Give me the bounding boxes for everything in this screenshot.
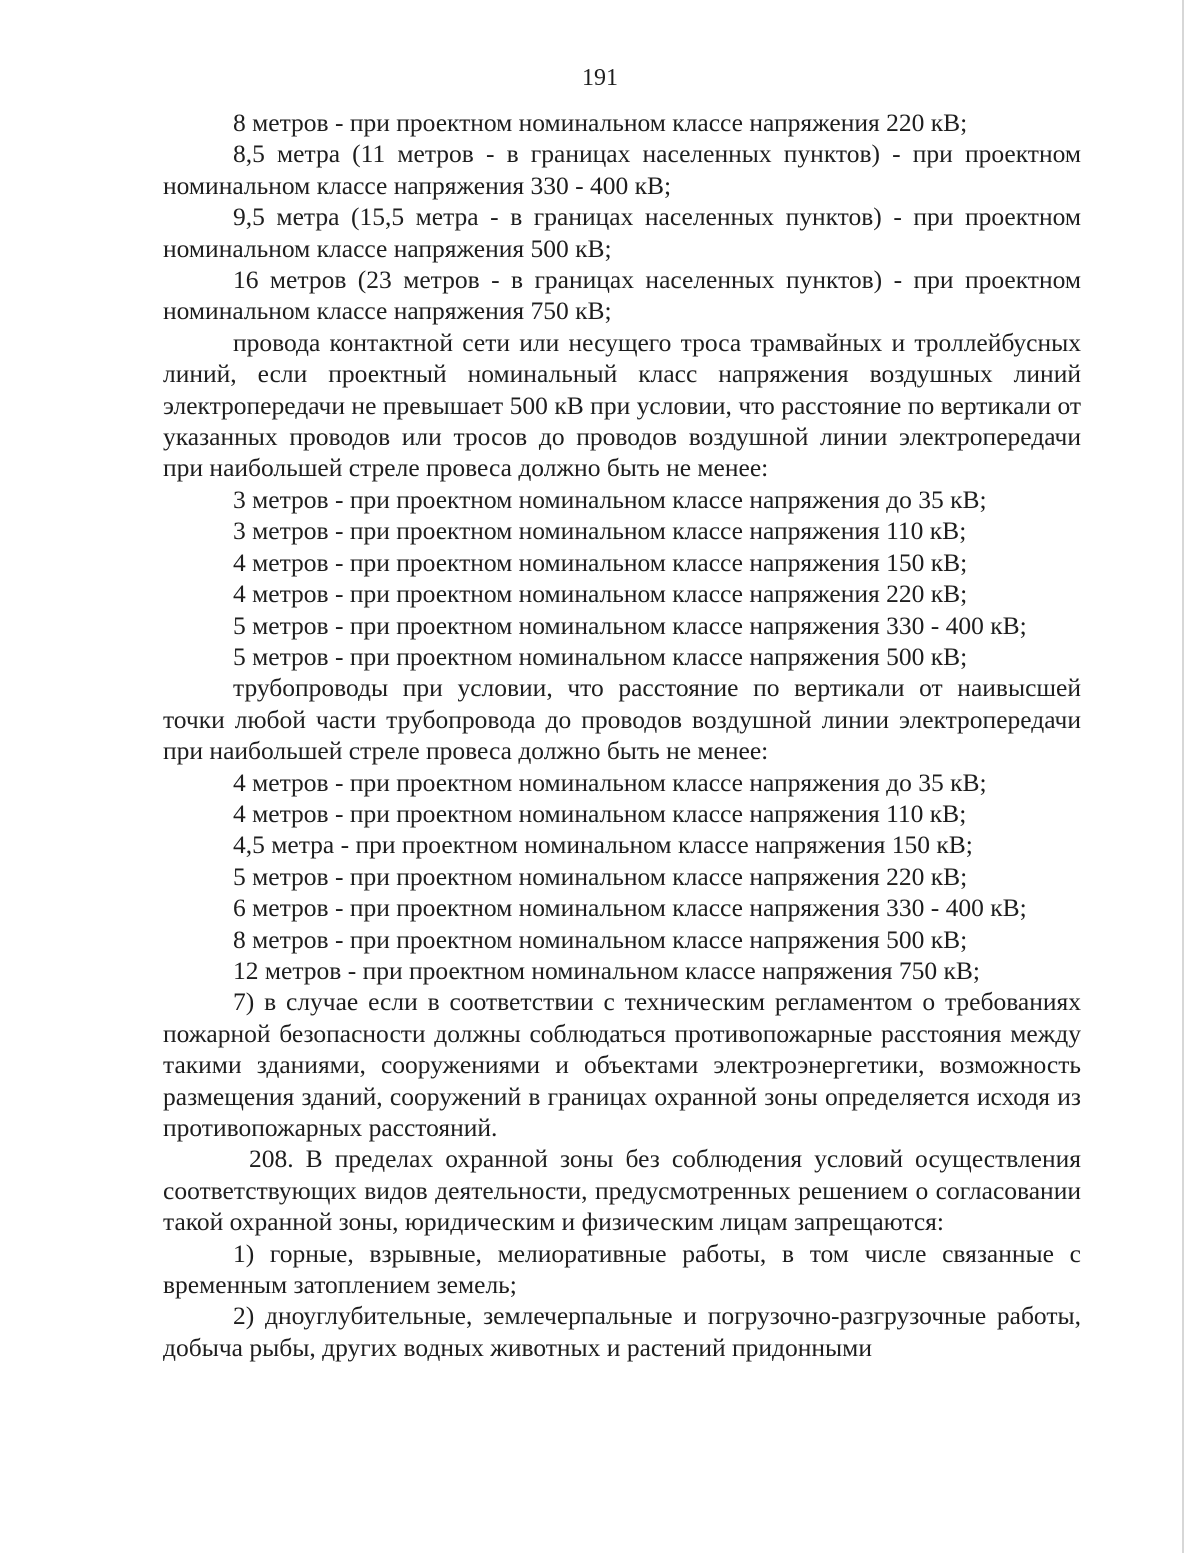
paragraph: 16 метров (23 метров - в границах населенных пунктов) - при проектном номинальном классе напряжения 750 кВ; bbox=[163, 265, 1081, 326]
paragraph: провода контактной сети или несущего троса трамвайных и троллейбусных линий, если проектный номинальный класс напряжения воздушных линий электропередачи не превышает 500 кВ при условии, что расстояние по вертикали от указанных проводов или тросов до проводов воздушной линии электропередачи при наибольшей стреле провеса должно быть не менее: bbox=[163, 327, 1081, 483]
document-body bbox=[163, 107, 1081, 1363]
paragraph: 5 метров - при проектном номинальном классе напряжения 500 кВ; bbox=[233, 641, 968, 671]
paragraph: 8 метров - при проектном номинальном классе напряжения 500 кВ; bbox=[233, 924, 968, 954]
paragraph: 2) дноуглубительные, землечерпальные и погрузочно-разгрузочные работы, добыча рыбы, других водных животных и растений придонными bbox=[163, 1301, 1081, 1362]
paragraph: трубопроводы при условии, что расстояние по вертикали от наивысшей точки любой части трубопровода до проводов воздушной линии электропередачи при наибольшей стреле провеса должно быть не менее: bbox=[163, 673, 1081, 766]
page-number: 191 bbox=[582, 65, 618, 91]
paragraph: 8 метров - при проектном номинальном классе напряжения 220 кВ; bbox=[233, 108, 968, 137]
paragraph: 6 метров - при проектном номинальном классе напряжения 330 - 400 кВ; bbox=[233, 893, 1027, 923]
section-paragraph: 208. В пределах охранной зоны без соблюдения условий осуществления соответствующих видов деятельности, предусмотренных решением о согласовании такой охранной зоны, юридическим и физическим лицам запрещаются: bbox=[163, 1144, 1081, 1237]
paragraph: 5 метров - при проектном номинальном классе напряжения 330 - 400 кВ; bbox=[233, 610, 1027, 640]
paragraph: 9,5 метра (15,5 метра - в границах населенных пунктов) - при проектном номинальном классе напряжения 500 кВ; bbox=[163, 202, 1081, 263]
paragraph: 7) в случае если в соответствии с техническим регламентом о требованиях пожарной безопасности должны соблюдаться противопожарные расстояния между такими зданиями, сооружениями и объектами электроэнергетики, возможность размещения зданий, сооружений в границах охранной зоны определяется исходя из противопожарных расстояний. bbox=[163, 987, 1081, 1142]
paragraph: 12 метров - при проектном номинальном классе напряжения 750 кВ; bbox=[233, 955, 980, 985]
paragraph: 3 метров - при проектном номинальном классе напряжения 110 кВ; bbox=[233, 516, 967, 546]
paragraph: 3 метров - при проектном номинальном классе напряжения до 35 кВ; bbox=[233, 484, 987, 514]
paragraph: 5 метров - при проектном номинальном классе напряжения 220 кВ; bbox=[233, 861, 968, 891]
paragraph: 4 метров - при проектном номинальном классе напряжения 110 кВ; bbox=[233, 798, 967, 828]
paragraph: 4 метров - при проектном номинальном классе напряжения до 35 кВ; bbox=[233, 767, 987, 797]
paragraph: 4 метров - при проектном номинальном классе напряжения 150 кВ; bbox=[233, 547, 968, 577]
paragraph: 4,5 метра - при проектном номинальном классе напряжения 150 кВ; bbox=[233, 830, 973, 860]
scan-edge-line bbox=[1182, 0, 1184, 1553]
paragraph: 4 метров - при проектном номинальном классе напряжения 220 кВ; bbox=[233, 579, 968, 609]
paragraph: 8,5 метра (11 метров - в границах населенных пунктов) - при проектном номинальном классе напряжения 330 - 400 кВ; bbox=[163, 139, 1081, 200]
paragraph: 1) горные, взрывные, мелиоративные работы, в том числе связанные с временным затоплением земель; bbox=[163, 1238, 1081, 1300]
